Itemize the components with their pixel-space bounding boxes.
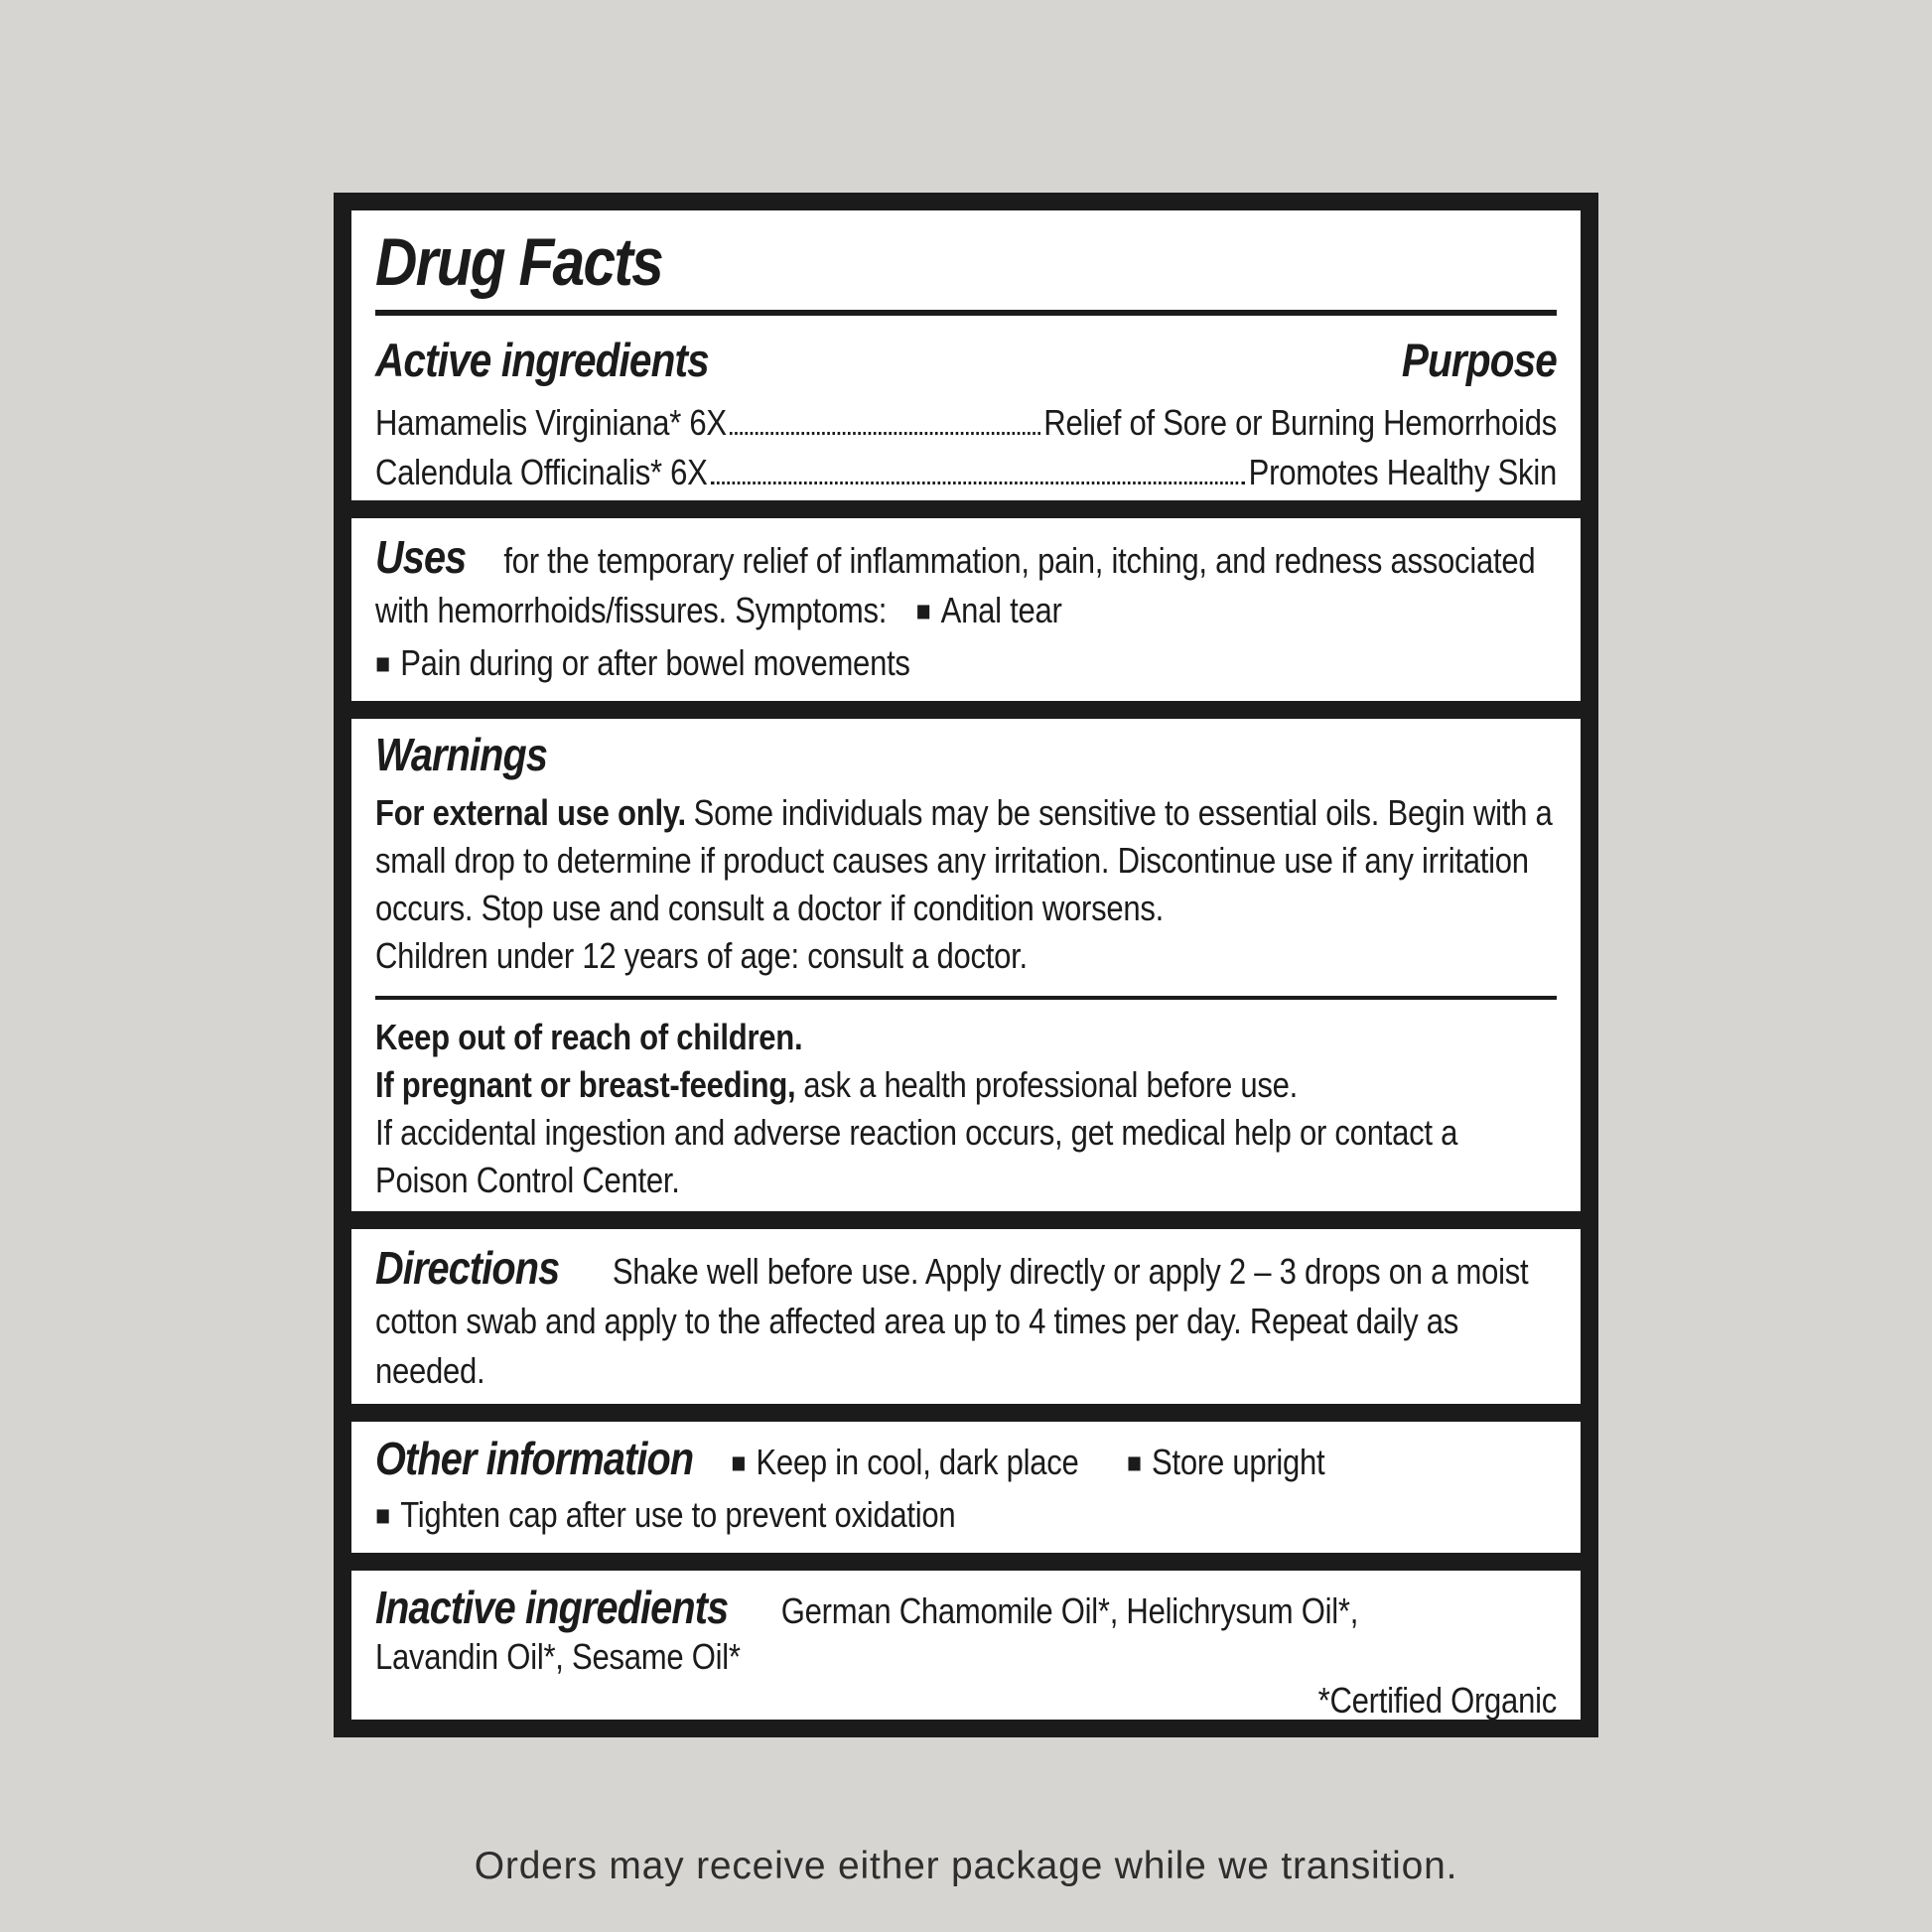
drug-facts-label [334,193,1598,1737]
pregnant-paragraph [375,1061,1557,1109]
uses-paragraph [375,532,1557,638]
uses-heading: Uses [375,531,467,583]
other-information-item: Store upright [1152,1442,1325,1482]
ingredient-purpose: Relief of Sore or Burning Hemorrhoids [1043,401,1557,443]
panel-title-active-ingredients [351,210,1581,500]
purpose-heading: Purpose [1401,334,1557,387]
drug-facts-title: Drug Facts [375,224,663,300]
uses-symptom-line [375,638,1557,691]
ingredient-name: Calendula Officinalis* 6X [375,451,708,492]
panel-directions [351,1229,1581,1404]
children-note: Children under 12 years of age: consult a doctor. [375,934,1028,976]
directions-body: Shake well before use. Apply directly or apply 2 – 3 drops on a moist cotton swab and apply to the affected area up to 4 times per day. Repeat daily as needed. [375,1251,1529,1391]
ingredient-name: Hamamelis Virginiana* 6X [375,401,727,443]
external-use-body: Some individuals may be sensitive to essential oils. Begin with a small drop to determine if product causes any irritation. Discontinue use if any irritation occurs. Stop use and consult a doctor if condition worsens. [375,791,1553,928]
other-information-item: Keep in cool, dark place [756,1442,1079,1482]
bullet-square-icon: ■ [731,1448,747,1479]
active-ingredients-header-row [375,332,1557,390]
ingestion-note: If accidental ingestion and adverse reaction occurs, get medical help or contact a Poison Control Center. [375,1111,1458,1200]
ingredient-purpose: Promotes Healthy Skin [1248,451,1557,492]
dotted-leader [730,432,1040,435]
other-information-heading: Other information [375,1433,694,1484]
uses-symptom: Pain during or after bowel movements [400,642,910,683]
title-divider [375,310,1557,316]
dotted-leader [711,482,1245,484]
external-use-lead: For external use only. [375,791,686,833]
other-information-line [375,1490,1557,1543]
panel-warnings [351,719,1581,1211]
ingredient-row [375,448,1557,497]
other-information-item: Tighten cap after use to prevent oxidation [400,1494,956,1535]
uses-intro: for the temporary relief of inflammation, pain, itching, and redness associated with hemorrhoids/fissures. Symptoms: [375,540,1536,630]
bullet-square-icon: ■ [375,1500,390,1532]
panel-inactive-ingredients [351,1571,1581,1720]
warnings-divider [375,996,1557,1000]
external-use-paragraph [375,789,1557,932]
pregnant-lead: If pregnant or breast-feeding, [375,1063,796,1105]
inactive-ingredients-line [375,1582,1557,1634]
other-information-line [375,1434,1557,1490]
warnings-heading: Warnings [375,729,548,780]
directions-heading: Directions [375,1242,560,1294]
ingredient-row [375,398,1557,448]
bullet-square-icon: ■ [1126,1448,1142,1479]
panel-other-information [351,1422,1581,1553]
inactive-ingredients-text: German Chamomile Oil*, Helichrysum Oil*, [780,1590,1359,1631]
directions-paragraph [375,1243,1557,1396]
transition-note: Orders may receive either package while we transition. [474,1845,1458,1887]
uses-symptom: Anal tear [940,590,1062,630]
pregnant-body: ask a health professional before use. [803,1063,1298,1105]
inactive-ingredients-line: Lavandin Oil*, Sesame Oil* [375,1636,741,1677]
certified-organic-footnote: *Certified Organic [1317,1680,1557,1720]
bullet-square-icon: ■ [375,648,390,680]
active-ingredients-heading: Active ingredients [375,334,709,387]
bullet-square-icon: ■ [915,596,931,627]
keep-away-note: Keep out of reach of children. [375,1016,803,1057]
panel-uses [351,518,1581,701]
inactive-ingredients-heading: Inactive ingredients [375,1582,729,1633]
